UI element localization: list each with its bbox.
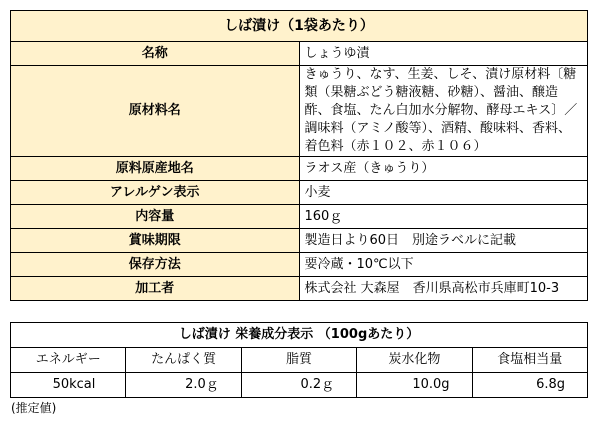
nutrition-value-energy: 50kcal (11, 373, 126, 398)
nutrition-value-salt: 6.8g (472, 373, 587, 398)
nutrition-header-energy: エネルギー (11, 348, 126, 373)
label-key: 内容量 (11, 205, 300, 229)
label-key: アレルゲン表示 (11, 181, 300, 205)
label-value: ラオス産（きゅうり） (299, 157, 588, 181)
label-value: しょうゆ漬 (299, 42, 588, 66)
label-row-ingredients (11, 66, 588, 157)
label-value: 要冷蔵・10℃以下 (299, 253, 588, 277)
label-row-content (11, 205, 588, 229)
label-row-allergen (11, 181, 588, 205)
nutrition-header-fat: 脂質 (241, 348, 356, 373)
label-key: 賞味期限 (11, 229, 300, 253)
nutrition-value-fat: 0.2ｇ (241, 373, 356, 398)
label-value: 株式会社 大森屋 香川県高松市兵庫町10-3 (299, 277, 588, 301)
label-value: 小麦 (299, 181, 588, 205)
label-key: 原料原産地名 (11, 157, 300, 181)
nutrition-value-carbohydrate: 10.0g (357, 373, 472, 398)
nutrition-value-protein: 2.0ｇ (126, 373, 241, 398)
nutrition-header-carbohydrate: 炭水化物 (357, 348, 472, 373)
label-value: きゅうり、なす、生姜、しそ、漬け原材料〔糖類（果糖ぶどう糖液糖、砂糖）、醤油、醸造酢、食塩、たん白加水分解物、酵母エキス〕／調味料（アミノ酸等）、酒精、酸味料、香料、着色料（赤１０２、赤１０６） (299, 66, 588, 157)
nutrition-title: しば漬け 栄養成分表示 （100gあたり） (11, 323, 588, 348)
label-row-storage (11, 253, 588, 277)
estimate-note: (推定値) (11, 401, 57, 415)
label-row-origin (11, 157, 588, 181)
label-row-processor (11, 277, 588, 301)
label-key: 原材料名 (11, 66, 300, 157)
label-key: 加工者 (11, 277, 300, 301)
label-title: しば漬け（1袋あたり） (11, 11, 588, 42)
label-key: 名称 (11, 42, 300, 66)
product-label-table (10, 10, 588, 301)
nutrition-header-row (11, 348, 588, 373)
nutrition-value-row (11, 373, 588, 398)
nutrition-facts-table (10, 322, 588, 398)
nutrition-header-salt: 食塩相当量 (472, 348, 587, 373)
label-row-best-before (11, 229, 588, 253)
nutrition-header-protein: たんぱく質 (126, 348, 241, 373)
label-value: 製造日より60日 別途ラベルに記載 (299, 229, 588, 253)
label-value: 160ｇ (299, 205, 588, 229)
label-row-name (11, 42, 588, 66)
label-key: 保存方法 (11, 253, 300, 277)
